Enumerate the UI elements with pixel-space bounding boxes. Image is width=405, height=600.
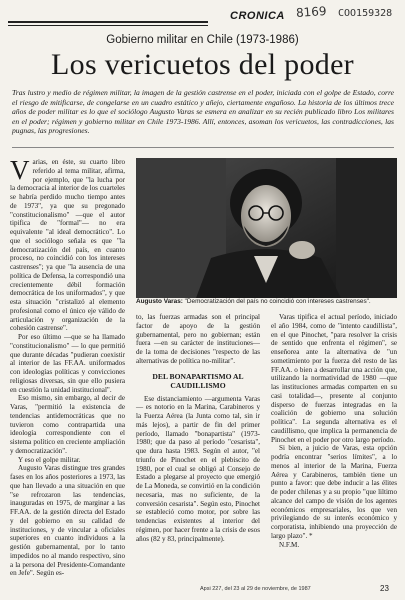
paragraph: Augusto Varas distingue tres grandes fases en los años posteriores a 1973, las que han llevado a una situación en que "se refrozaron las tendencias, inauguradas en 1975, de marginar a las FF.AA. de la gestión directa del Estado y del gobierno en su calidad de instituciones, y de vincular a oficiales superiores en cuanto individuos a la gestión gubernamental, por lo tanto impedidos no al mando respectivo, sino a la persona del Presidente-Comandante en Jefe". Según es- (10, 464, 125, 578)
article-column-2 (136, 313, 260, 543)
portrait-image (136, 158, 397, 298)
issue-line: Apsi 227, del 23 al 29 de noviembre, de 1987 (200, 586, 311, 592)
paragraph: Varas tipifica el actual período, iniciado el año 1984, como de "intento caudillista", en el que Pinochet, "para resolver la crisis de sentido que enfrenta el régimen", se enseñorea ante la alternativa de "un sometimiento por la fuerza del resto de las FF.AA. o bien a desarrollar una acción que, utilizando la normatividad de 1980 —que las instituciones armadas comparten en su casi totalidad—, presente al conjunto disperso de fuerzas integradas en la coalición de gobierno una solución política". La segunda alternativa es el caudillismo, que implica la permanencia de Pinochet en el poder por otro largo período. (271, 313, 397, 444)
article-column-1 (10, 155, 125, 578)
article-column-3 (271, 313, 397, 549)
paragraph: Si bien, a juicio de Varas, esta opción podría encontrar "serios límites", a lo menos al interior de la Marina, Fuerza Aérea y Carabineros, también tiene un punto a favor: que debe inducir a las élites de poder chilenas y a su propio "que liltimo alcance del campo de visión de los agentes económicos empresariales, los que ven privilegiando de su interés económico y corporatista, inhibiendo una proyección de largo plazo". * (271, 444, 397, 540)
drop-cap: V (10, 155, 30, 185)
caption-name: Augusto Varas: (136, 298, 183, 305)
header-rule-thin (8, 25, 208, 26)
page-number: 23 (380, 584, 389, 593)
section-subheading: DEL BONAPARTISMO AL CAUDILLISMO (152, 371, 244, 390)
paragraph: Eso mismo, sin embargo, al decir de Varas, "permitió la existencia de tendencias antidemocráticas que no tuvieron como contrapartida una ideología correspondiente con el sistema político en creciente ampliación y democratización". (10, 394, 125, 455)
lead-divider (12, 147, 394, 148)
caption-quote: "Democratización del país no coincidió con intereses castrenses". (184, 298, 371, 305)
paragraph: Por eso último —que se ha llamado "constitucionalismo" — lo que permitió que durante décadas "pudieran coexistir al interior de las FF.AA. uniformados con ideologías políticas y convicciones religiosas diversas, sin que ello pusiera en cuestión la unidad institucional". (10, 333, 125, 394)
paragraph: to, las fuerzas armadas son el principal factor de apoyo de la gestión gubernamental, pero no gobiernan; están fuera —en su carácter de instituciones— de la toma de decisiones "respecto de las alternativas de política no-militar". (136, 313, 260, 365)
section-label: CRONICA (230, 10, 285, 22)
handwritten-number: 8169 (295, 3, 327, 21)
article-lead: Tras lustro y medio de régimen militar, la imagen de la gestión castrense en el poder, iniciada con el golpe de Estado, corre el riesgo de mitificarse, de congelarse en un cuadro estático y añejo, ciertamente engañoso. La historia de los últimos trece años de poder militar es lo que el sociólogo Augusto Varas se esmera en analizar en su recién publicado libro Los militares en el poder; régimen y gobierno militar en Chile 1973-1986. Allí, entonces, asoman los vericuetos, las contradicciones, las pugnas, las progresiones. (12, 88, 394, 136)
paragraph: Y eso el golpe militar. (18, 455, 81, 464)
archive-stamp-code: COO159328 (338, 8, 393, 19)
header-rule (8, 21, 208, 23)
paragraph: Varias, en éste, su cuarto libro referido al tema militar, afirma, por ejemplo, que "la lucha por la democracia al interior de los cuarteles se habría perdido mucho tiempo antes de 1973", ya que su pregonado "constitucionalismo" —que el autor tipifica de "formal"— no era equivalente "al ideal democrático". Lo que el sociólogo señala es que "la democratización del país, en cuanto proceso, no coincidió con los intereses castrenses"; ya que "la ausencia de una política de Defensa, la correspondió una crecientemente débil formación democrática de los uniformados", y que esta situación "cristalizó al elemento profesional como el único eje válido de articulación y organización de la cohesión castrense". (10, 155, 125, 333)
author-initials: N.F.M. (279, 540, 300, 549)
photo-caption (136, 298, 397, 306)
article-title: Los vericuetos del poder (51, 48, 354, 81)
article-kicker: Gobierno militar en Chile (1973-1986) (106, 34, 299, 46)
author-photo (136, 158, 397, 298)
paragraph: Ese distanciamiento —argumenta Varas— es notorio en la Marina, Carabineros y la Fuerza Aérea (la Junta como tal, sin ir más lejos), a partir de fin del primer período, llamado "bonapartista" (1973-1980; que da paso al período "cesarista", que dura hasta 1983. Según el autor, "el triunfo de Pinochet en el plebiscito de 1980, por el cual se obligó al Consejo de Estado a plegarse al proyecto que emergió de La Moneda, se convirtió en la condición necesaria, mas no suficiente, de la conversión cesarista". Según esto, Pinochet se estableció como motor, por sobre las tendencias existentes al interior del régimen, por hacer frente a la crisis de esos años (82 y 83, principalmente). (136, 394, 260, 543)
